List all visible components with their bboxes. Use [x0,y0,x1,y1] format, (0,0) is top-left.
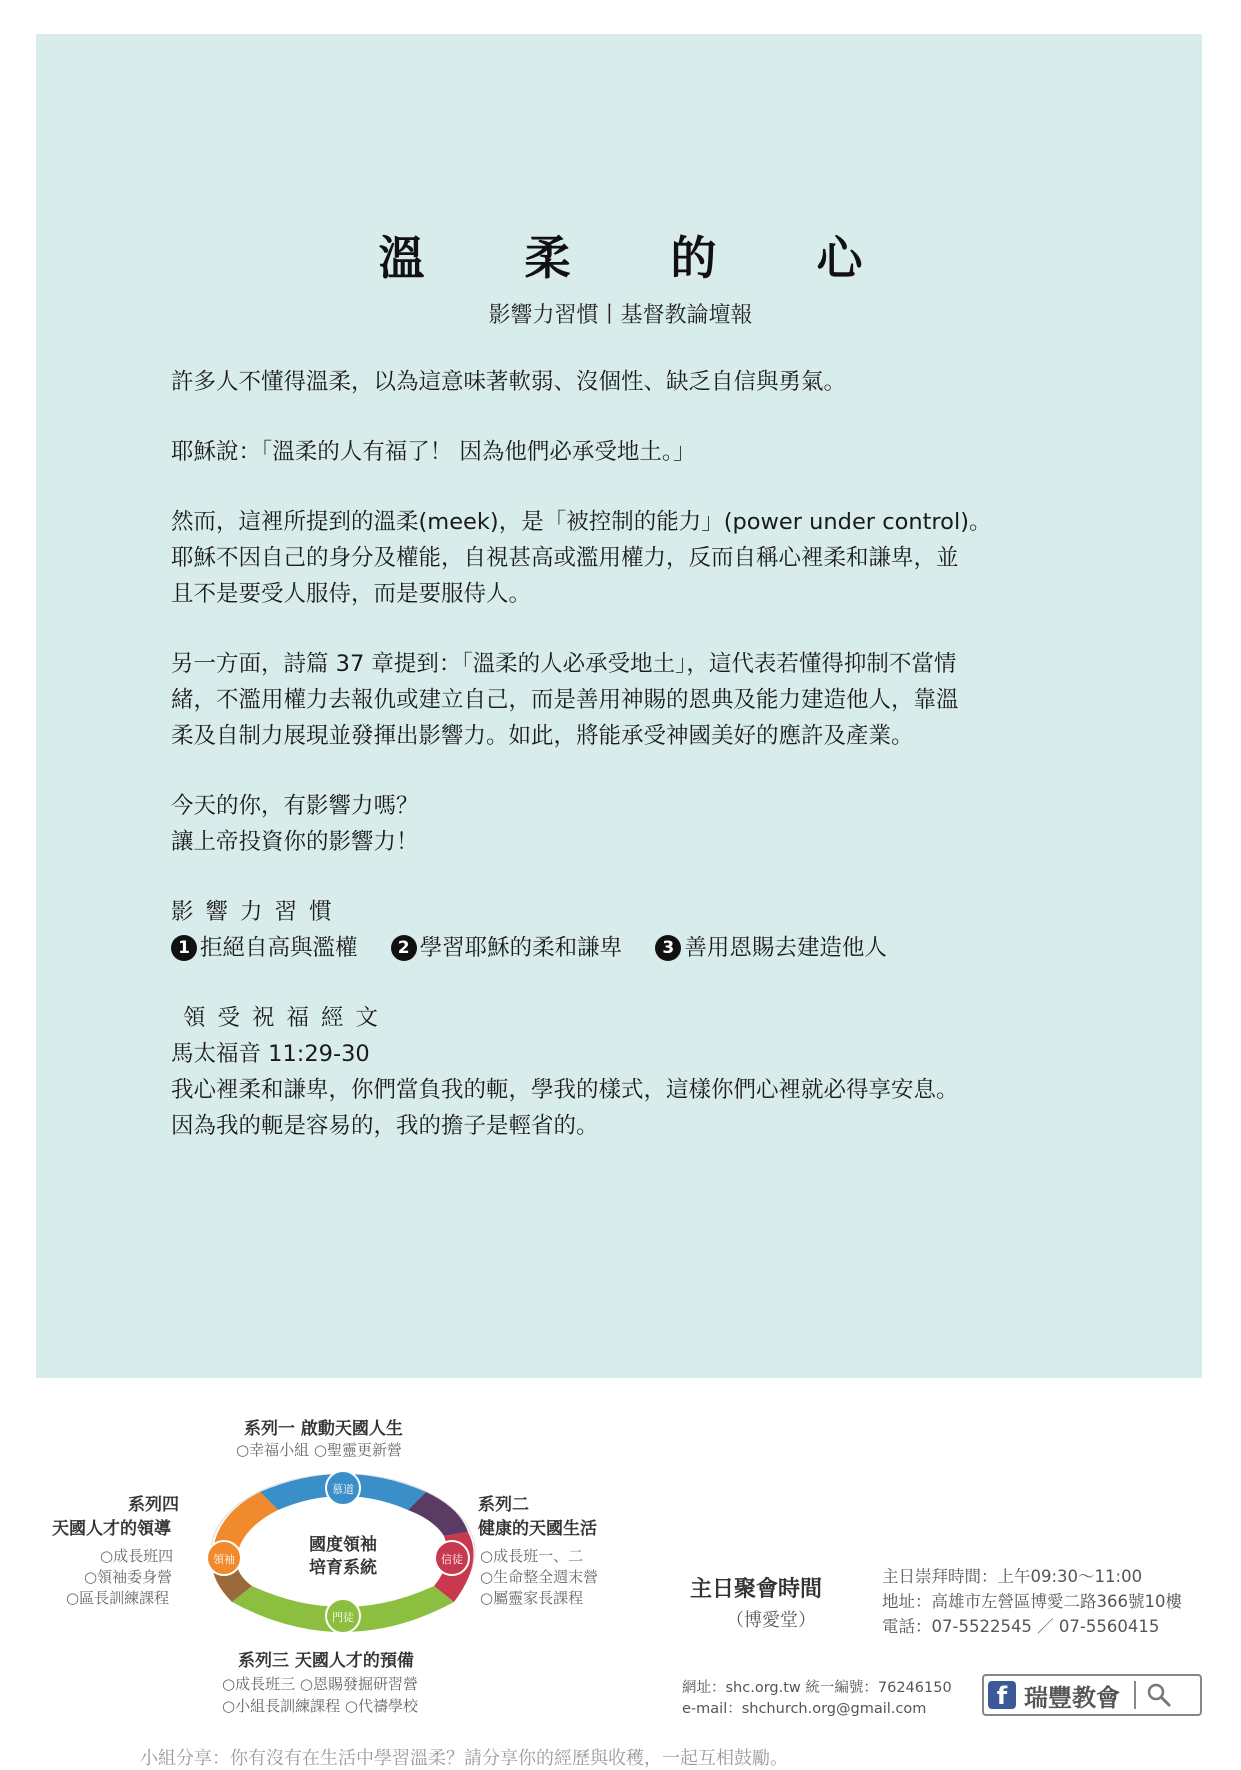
series-4-item: ○成長班四 [100,1547,174,1565]
paragraph-4-line: 緒，不濫用權力去報仇或建立自己，而是善用神賜的恩典及能力建造他人，靠溫 [171,687,959,713]
paragraph-1: 許多人不懂得溫柔，以為這意味著軟弱、沒個性、缺乏自信與勇氣。 [171,369,847,395]
habit-item [171,930,358,966]
verse-line: 我心裡柔和謙卑，你們當負我的軛，學我的樣式，這樣你們心裡就必得享安息。 [171,1077,959,1103]
facebook-icon: f [988,1681,1016,1709]
page-title: 溫 柔 的 心 [378,231,905,285]
paragraph-5-line: 今天的你，有影響力嗎？ [171,793,419,819]
series-2-subheading: 健康的天國生活 [478,1519,597,1539]
paragraph-4-line: 柔及自制力展現並發揮出影響力。如此，將能承受神國美好的應許及產業。 [171,723,914,749]
divider [1134,1681,1136,1709]
bottom-text: 小組分享：你有沒有在生活中學習溫柔？請分享你的經歷與收穫，一起互相鼓勵。 [140,1748,788,1769]
diagram-center-line: 培育系統 [309,1558,377,1578]
paragraph-5 [171,788,1041,860]
paragraph-3-line: 然而，這裡所提到的溫柔(meek)，是「被控制的能力」(power under control)。 [171,509,992,535]
habit-text: 拒絕自高與濫權 [200,935,358,961]
website-info: 網址：shc.org.tw 統一編號：76246150 [682,1680,952,1696]
habit-text: 學習耶穌的柔和謙卑 [419,935,623,961]
page-subtitle: 影響力習慣丨基督教論壇報 [488,303,753,328]
leadership-cycle-diagram [198,1462,488,1642]
habits-list [171,930,1041,966]
series-2-item: ○屬靈家長課程 [480,1589,584,1607]
series-2-item: ○生命整全週末營 [480,1568,599,1586]
number-badge-icon: 2 [391,935,417,961]
number-badge-icon: 3 [655,935,681,961]
number-badge-icon: 1 [171,935,197,961]
service-title: 主日聚會時間 [690,1577,823,1602]
paragraph-5-line: 讓上帝投資你的影響力！ [171,829,419,855]
series-4-item: ○區長訓練課程 [66,1589,170,1607]
verse-line: 因為我的軛是容易的，我的擔子是輕省的。 [171,1113,599,1139]
habit-item [655,930,887,966]
series-3-item: ○成長班三 ○恩賜發掘研習營 [222,1675,418,1693]
series-2-item: ○成長班一、二 [480,1547,584,1565]
series-4-heading: 系列四 [128,1495,179,1515]
facebook-search-box[interactable] [982,1674,1202,1716]
service-place: （博愛堂） [726,1610,816,1631]
node-disciple-label: 門徒 [332,1611,354,1624]
paragraph-3-line: 耶穌不因自己的身分及權能，自視甚高或濫用權力，反而自稱心裡柔和謙卑，並 [171,545,959,571]
verse-title: 領受祝福經文 [183,1005,391,1031]
facebook-page-name: 瑞豐教會 [1024,1683,1120,1712]
paragraph-4 [171,646,1041,754]
service-address: 地址：高雄市左營區博愛二路366號10樓 [882,1592,1182,1611]
habit-item [391,930,623,966]
service-phone: 電話：07-5522545 ／ 07-5560415 [882,1617,1160,1636]
paragraph-3 [171,504,1041,612]
series-1-heading: 系列一 啟動天國人生 [244,1419,403,1439]
series-1-items: ○幸福小組 ○聖靈更新營 [236,1441,402,1459]
node-believer-label: 信徒 [441,1553,463,1566]
series-2-heading: 系列二 [478,1495,529,1515]
paragraph-3-line: 且不是要受人服侍，而是要服侍人。 [171,581,532,607]
node-leader-label: 領袖 [213,1553,235,1566]
search-icon[interactable] [1146,1682,1172,1708]
paragraph-2: 耶穌說：「溫柔的人有福了！ 因為他們必承受地土。」 [171,439,696,465]
node-seeker-label: 慕道 [332,1483,354,1496]
diagram-center-line: 國度領袖 [309,1535,377,1555]
series-3-heading: 系列三 天國人才的預備 [238,1651,414,1671]
series-4-subheading: 天國人才的領導 [52,1519,171,1539]
verse-reference: 馬太福音 11:29-30 [171,1041,370,1067]
paragraph-4-line: 另一方面，詩篇 37 章提到：「溫柔的人必承受地土」，這代表若懂得抑制不當情 [171,651,957,677]
series-4-item: ○領袖委身營 [84,1568,173,1586]
series-3-item: ○小組長訓練課程 ○代禱學校 [222,1697,418,1715]
verse-text [171,1072,1041,1144]
habits-title: 影響力習慣 [171,899,344,925]
habit-text: 善用恩賜去建造他人 [684,935,887,961]
service-time: 主日崇拜時間：上午09:30～11:00 [882,1567,1143,1586]
email-info: e-mail：shchurch.org@gmail.com [682,1701,927,1717]
